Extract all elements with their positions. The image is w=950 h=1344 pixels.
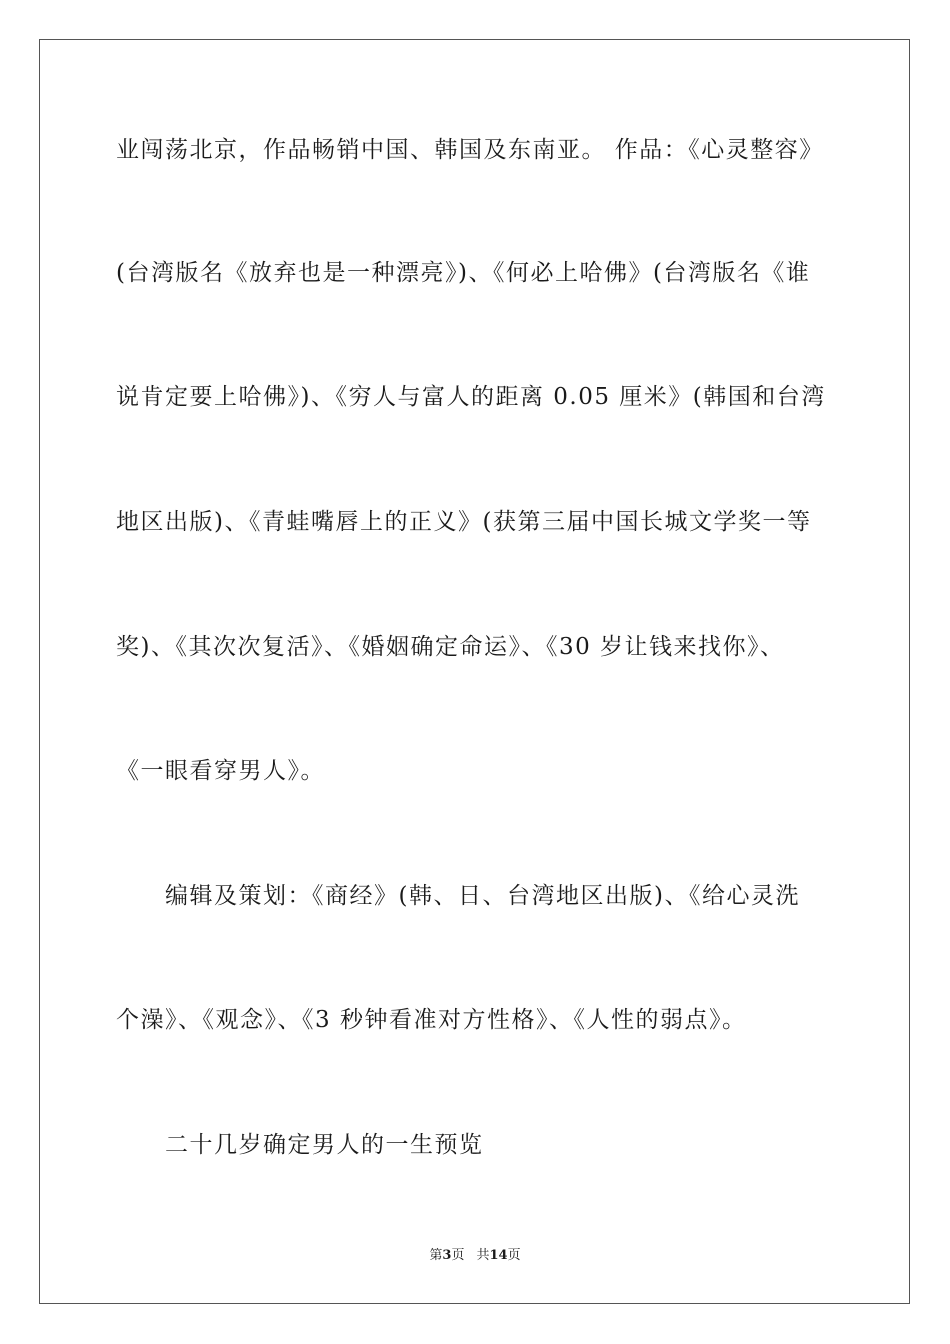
body-line-4: 地区出版)、《青蛙嘴唇上的正义》(获第三届中国长城文学奖一等 — [116, 509, 812, 535]
section-heading: 二十几岁确定男人的一生预览 — [165, 1132, 484, 1158]
total-suffix: 页 — [507, 1248, 521, 1263]
total-prefix: 共 — [476, 1248, 490, 1263]
page-prefix: 第 — [429, 1248, 443, 1263]
body-line-2: (台湾版名《放弃也是一种漂亮》)、《何必上哈佛》(台湾版名《谁 — [116, 260, 811, 286]
page-current: 3 — [442, 1248, 452, 1263]
body-line-7: 编辑及策划：《商经》(韩、日、台湾地区出版)、《给心灵洗 — [165, 883, 800, 909]
body-line-1: 业闯荡北京，作品畅销中国、韩国及东南亚。 作品：《心灵整容》 — [116, 137, 824, 163]
page-border — [39, 39, 910, 1304]
body-line-5: 奖)、《其次次复活》、《婚姻确定命运》、《30 岁让钱来找你》、 — [116, 634, 785, 660]
body-line-6: 《一眼看穿男人》。 — [116, 758, 325, 784]
body-line-3: 说肯定要上哈佛》)、《穷人与富人的距离 0.05 厘米》(韩国和台湾 — [116, 384, 826, 410]
body-line-8: 个澡》、《观念》、《3 秒钟看准对方性格》、《人性的弱点》。 — [116, 1007, 747, 1033]
page-total: 14 — [489, 1248, 508, 1263]
page-suffix: 页 — [451, 1248, 465, 1263]
page-footer — [0, 1248, 950, 1264]
